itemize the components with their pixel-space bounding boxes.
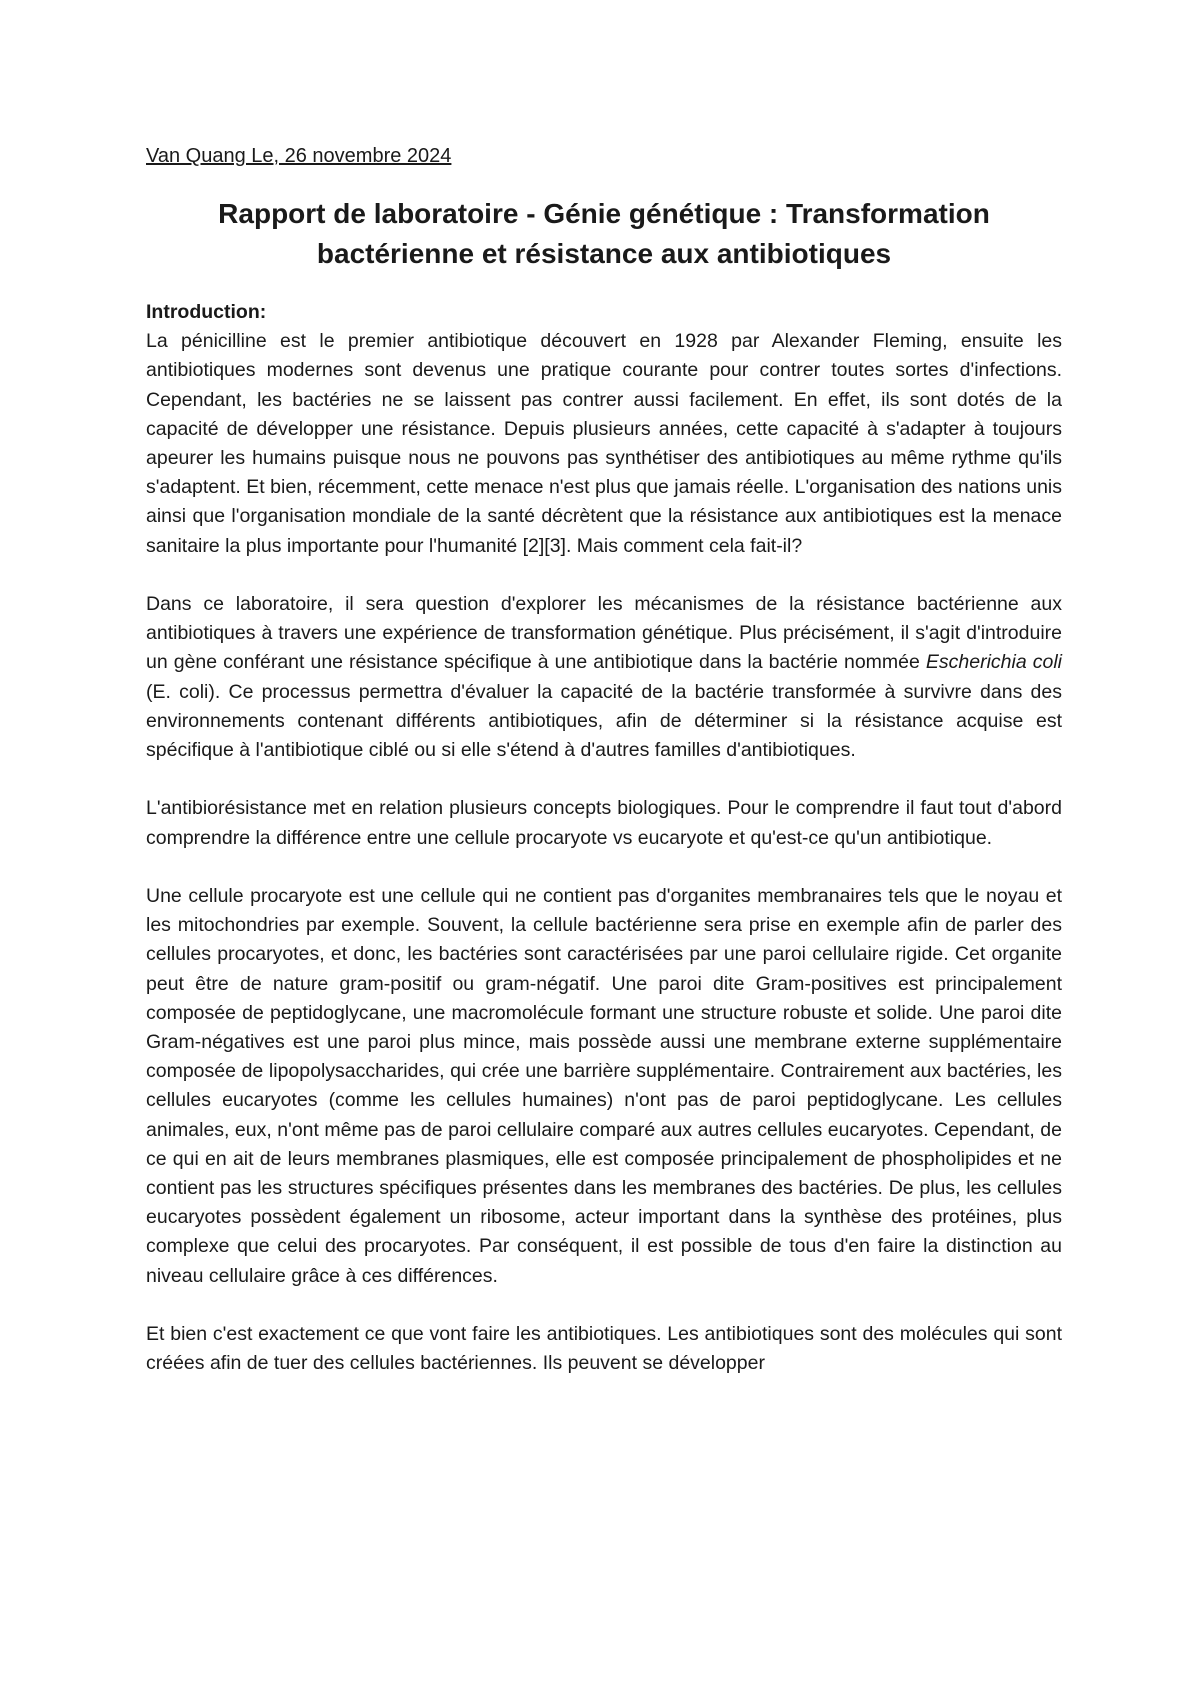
- species-name: Escherichia coli: [925, 651, 1062, 674]
- author-date-line: Van Quang Le, 26 novembre 2024: [146, 145, 452, 167]
- paragraph-lab-objective: [146, 590, 1062, 765]
- paragraph-penicillin-history: La pénicilline est le premier antibiotique découvert en 1928 par Alexander Fleming, ensuite les antibiotiques modernes sont devenus une pratique courante pour contrer toutes sortes d'infections. Cependant, les bactéries ne se laissent pas contrer aussi facilement. En effet, ils sont dotés de la capacité de développer une résistance. Depuis plusieurs années, cette capacité à s'adapter à toujours apeurer les humains puisque nous ne pouvons pas synthétiser des antibiotiques au même rythme qu'ils s'adaptent. Et bien, récemment, cette menace n'est plus que jamais réelle. L'organisation des nations unis ainsi que l'organisation mondiale de la santé décrètent que la résistance aux antibiotiques est la menace sanitaire la plus importante pour l'humanité [2][3]. Mais comment cela fait-il?: [146, 330, 1062, 557]
- document-page: [146, 144, 1062, 1378]
- paragraph-prokaryote-eukaryote: Une cellule procaryote est une cellule qui ne contient pas d'organites membranaires tels que le noyau et les mitochondries par exemple. Souvent, la cellule bactérienne sera prise en exemple afin de parler des cellules procaryotes, et donc, les bactéries sont caractérisées par une paroi cellulaire rigide. Cet organite peut être de nature gram-positif ou gram-négatif. Une paroi dite Gram-positives est principalement composée de peptidoglycane, une macromolécule formant une structure robuste et solide. Une paroi dite Gram-négatives est une paroi plus mince, mais possède aussi une membrane externe supplémentaire composée de lipopolysaccharides, qui crée une barrière supplémentaire. Contrairement aux bactéries, les cellules eucaryotes (comme les cellules humaines) n'ont pas de paroi peptidoglycane. Les cellules animales, eux, n'ont même pas de paroi cellulaire comparé aux autres cellules eucaryotes. Cependant, de ce qui en ait de leurs membranes plasmiques, elle est composée principalement de phospholipides et ne contient pas les structures spécifiques présentes dans les membranes des bactéries. De plus, les cellules eucaryotes possèdent également un ribosome, acteur important dans la synthèse des protéines, plus complexe que celui des procaryotes. Par conséquent, il est possible de tous d'en faire la distinction au niveau cellulaire grâce à ces différences.: [146, 885, 1062, 1287]
- paragraph-lab-objective-part1: Dans ce laboratoire, il sera question d'explorer les mécanismes de la résistance bactérienne aux antibiotiques à travers une expérience de transformation génétique. Plus précisément, il s'agit d'introduire un gène conférant une résistance spécifique à une antibiotique dans la bactérie nommée: [146, 593, 1062, 674]
- introduction-heading: Introduction:: [146, 301, 267, 323]
- paragraph-antibiotics-definition: Et bien c'est exactement ce que vont faire les antibiotiques. Les antibiotiques sont des molécules qui sont créées afin de tuer des cellules bactériennes. Ils peuvent se développer: [146, 1323, 1062, 1375]
- paragraph-lab-objective-part2: (E. coli). Ce processus permettra d'évaluer la capacité de la bactérie transformée à survivre dans des environnements contenant différents antibiotiques, afin de déterminer si la résistance acquise est spécifique à l'antibiotique ciblé ou si elle s'étend à d'autres familles d'antibiotiques.: [146, 680, 1062, 762]
- document-title: Rapport de laboratoire - Génie génétique : Transformation bactérienne et résistance aux antibiotiques: [218, 198, 990, 269]
- paragraph-antibioresistance-concepts: L'antibiorésistance met en relation plusieurs concepts biologiques. Pour le comprendre il faut tout d'abord comprendre la différence entre une cellule procaryote vs eucaryote et qu'est-ce qu'un antibiotique.: [146, 797, 1062, 849]
